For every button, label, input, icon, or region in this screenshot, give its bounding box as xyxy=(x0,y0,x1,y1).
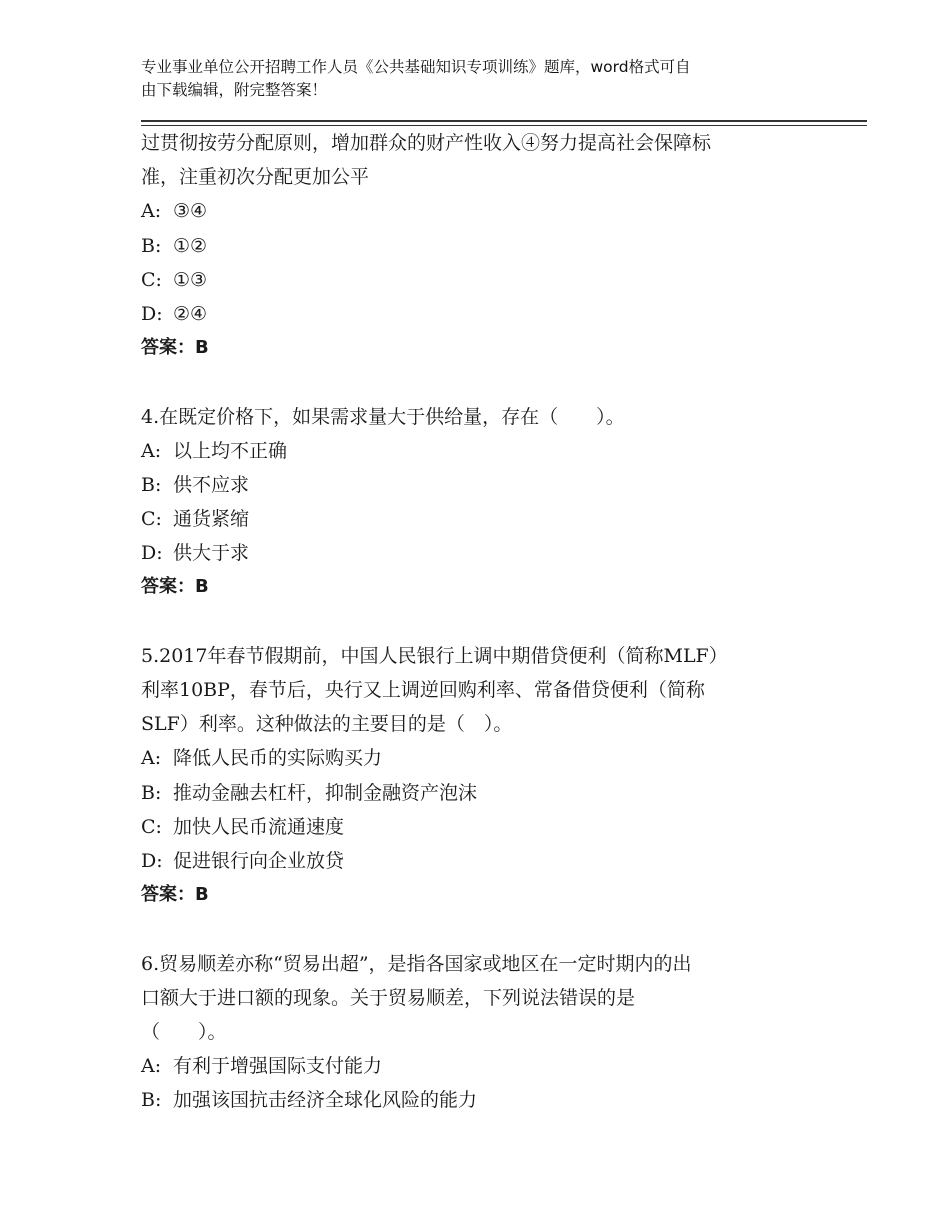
option-letter: C: xyxy=(141,815,162,838)
question-6-stem-line-2: 口额大于进口额的现象。关于贸易顺差，下列说法错误的是 xyxy=(141,986,636,1009)
option-letter: D: xyxy=(141,849,163,872)
option-text: 促进银行向企业放贷 xyxy=(173,849,345,872)
option-letter: C: xyxy=(141,508,162,531)
question-content xyxy=(141,126,821,1117)
answer-line: 答案：B xyxy=(141,337,209,359)
question-3-stem-line-2: 准，注重初次分配更加公平 xyxy=(141,166,370,189)
question-4 xyxy=(141,400,821,605)
option-a xyxy=(141,194,821,228)
option-letter: B: xyxy=(141,473,162,496)
spacer xyxy=(141,912,821,946)
option-c xyxy=(141,502,821,536)
option-text: 推动金融去杠杆，抑制金融资产泡沫 xyxy=(173,781,478,804)
spacer xyxy=(141,365,821,399)
option-letter: A: xyxy=(141,200,162,223)
option-text: 供大于求 xyxy=(173,542,250,565)
question-5-stem-line-1: 5.2017年春节假期前，中国人民银行上调中期借贷便利（简称MLF） xyxy=(141,644,728,667)
option-c xyxy=(141,263,821,297)
option-a xyxy=(141,434,821,468)
question-4-stem: 4.在既定价格下，如果需求量大于供给量，存在（ ）。 xyxy=(141,405,625,428)
option-d xyxy=(141,844,821,878)
question-3-stem-line-1: 过贯彻按劳分配原则，增加群众的财产性收入④努力提高社会保障标 xyxy=(141,132,712,154)
option-d xyxy=(141,536,821,570)
option-b xyxy=(141,1083,821,1117)
question-6-stem-line-1: 6.贸易顺差亦称“贸易出超”，是指各国家或地区在一定时期内的出 xyxy=(141,952,692,975)
header-line-1: 专业事业单位公开招聘工作人员《公共基础知识专项训练》题库，word格式可自 xyxy=(141,58,691,76)
option-c xyxy=(141,810,821,844)
option-letter: B: xyxy=(141,234,162,257)
answer-line: 答案：B xyxy=(141,576,209,598)
header-rule-thick xyxy=(141,120,867,122)
answer-line: 答案：B xyxy=(141,884,209,906)
option-letter: B: xyxy=(141,781,162,804)
spacer xyxy=(141,605,821,639)
option-text: ③④ xyxy=(173,200,208,223)
option-text: ①③ xyxy=(173,268,208,291)
option-d xyxy=(141,297,821,331)
option-text: 加强该国抗击经济全球化风险的能力 xyxy=(173,1089,478,1112)
option-text: 加快人民币流通速度 xyxy=(173,815,345,838)
question-6 xyxy=(141,947,821,1118)
option-letter: D: xyxy=(141,542,163,565)
question-6-stem-line-3: （ ）。 xyxy=(141,1020,227,1043)
option-a xyxy=(141,1049,821,1083)
page-header xyxy=(141,56,821,102)
option-text: 有利于增强国际支付能力 xyxy=(173,1055,383,1078)
option-text: 以上均不正确 xyxy=(173,439,288,462)
option-text: 通货紧缩 xyxy=(173,508,250,531)
option-b xyxy=(141,468,821,502)
option-letter: D: xyxy=(141,302,163,325)
question-5 xyxy=(141,639,821,913)
option-b xyxy=(141,229,821,263)
option-b xyxy=(141,776,821,810)
option-letter: C: xyxy=(141,268,162,291)
option-letter: A: xyxy=(141,1055,162,1078)
option-letter: A: xyxy=(141,439,162,462)
option-text: ①② xyxy=(173,234,208,257)
option-text: ②④ xyxy=(173,302,208,325)
option-text: 供不应求 xyxy=(173,473,250,496)
question-5-stem-line-2: 利率10BP，春节后，央行又上调逆回购利率、常备借贷便利（简称 xyxy=(141,679,705,701)
option-letter: B: xyxy=(141,1089,162,1112)
question-5-stem-line-3: SLF）利率。这种做法的主要目的是（ ）。 xyxy=(141,713,513,736)
question-3-tail xyxy=(141,126,821,365)
option-letter: A: xyxy=(141,747,162,770)
option-a xyxy=(141,741,821,775)
option-text: 降低人民币的实际购买力 xyxy=(173,747,383,770)
header-line-2: 由下载编辑，附完整答案！ xyxy=(141,81,328,99)
